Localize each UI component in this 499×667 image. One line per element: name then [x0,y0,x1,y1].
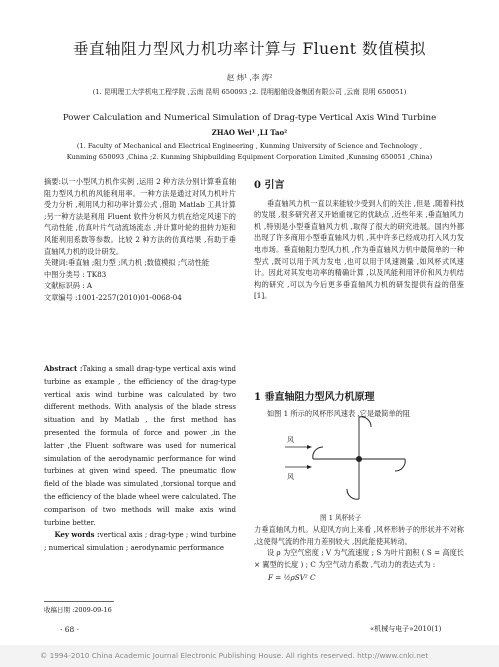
formula-force: F = ½ρSV² C [268,573,316,583]
received-date: 收稿日期 :2009-09-16 [44,606,112,614]
clc-number: 中图分类号 : TK83 [44,269,107,279]
footnote-rule [44,601,114,602]
keywords-cn: 垂直轴 ;阻力型 ;风力机 ;数值模拟 ;气动性能 [68,258,210,268]
section-1-text-after-figure: 力垂直轴风力机。从迎风方向上来看 ,风杯形转子的形状并不对称 ,这使得气流的作用力差别较大 ,因此能使其转动。 [254,525,464,546]
wind-label-2: 风 [287,473,294,481]
abstract-cn-paragraph [44,176,236,257]
section-0 [254,180,464,302]
section-1-intro: 如图 1 所示的风杯形风速表 ,它是最简单的阻 [266,408,411,418]
abstract-en-paragraph [44,363,236,529]
abstract-en-label: Abstract : [44,364,83,373]
keywords-cn-label: 关键词: [44,258,68,268]
paper-affiliations: (1. 昆明理工大学机电工程学院 ,云南 昆明 650093 ;2. 昆明船舶设备集团有限公司 ,云南 昆明 650051) [92,88,407,96]
paper-authors: 赵 炜¹ ,李 涛² [226,73,273,82]
section-0-text: 垂直轴风力机一直以来能较少受到人们的关注 ,但是 ,随着科技的发展 ,很多研究者又开始重视它的优缺点 ,近些年来 ,垂直轴风力机 ,特别是小型垂直轴风力机 ,取得了很大的研究进展。国内外都出现了许多商用小型垂直轴风力机 ,其中许多已经成功打入风力发电市场。垂直轴阻力型风力机 ,作为垂直轴风力机中最简单的一种型式 ,既可以用于风力发电 ,也可以用于风速测量 ,如风杯式风速计。因此对其发电功率的精确计算 ,以及风能利用评价和风力机结构的研究 ,可以为今后更多垂直轴风力机的研发提供有益的借鉴[1]。 [254,198,464,301]
section-1-variables: 设 ρ 为空气密度 ; V 为气流速度 ; S 为叶片面积 ( S = 高度长 × 翼型的长度 ) ; C 为空气动力系数 ,气动力的表达式为 : [254,548,464,569]
figure-1 [279,409,419,505]
keywords-en-label: Key words : [54,530,100,540]
section-1-heading: 1 垂直轴阻力型风力机原理 [254,392,375,403]
article-id: 文章编号 :1001-2257(2010)01-0068-04 [44,292,182,302]
journal-issue: «机械与电子»2010(1) [370,625,442,633]
figure-1-caption: 图 1 风杯转子 [320,514,362,522]
copyright-text: © 1994-2010 China Academic Journal Electronic Publishing House. All rights reserved. http://www.cnki.net [40,651,429,660]
keywords-en-paragraph [44,529,236,555]
paper-title-en: Power Calculation and Numerical Simulation of Drag-type Vertical Axis Wind Turbine [62,113,437,123]
keywords-en: vertical axis ; drag-type ; wind turbine ; numerical simulation ; aerodynamic performance [44,531,236,553]
wind-cup-rotor-diagram [279,409,419,505]
paper-affiliation-en-2: Kunming 650093 ,China ;2. Kunming Shipbuilding Equipment Corporation Limited ,Kunming 650051 ,China) [66,153,433,161]
abstract-cn-label: 摘要: [44,177,62,186]
paper-authors-en: ZHAO Wei¹ ,LI Tao² [211,128,288,137]
abstract-cn-text: 以一小型风力机作实例 ,运用 2 种方法分别计算垂直轴阻力型风力机的风能利用率。一种方法是通过对风力机叶片受力分析 ,利用风力和功率计算公式 ,借助 Matlab 工具计算 ;另一种方法是利用 Fluent 软件分析风力机在给定风速下的气动性能 ,仿真叶片气动流场流态 ,并计算叶轮的扭转力矩和风能利用系数等参数。比较 2 种方法的仿真结果 ,有助于垂直轴风力机的设计研发。 [44,177,237,256]
paper-affiliation-en-1: (1. Faculty of Mechanical and Electrical Engineering , Kunming University of Science and Technology , [76,142,423,150]
document-code: 文献标识码 : A [44,281,93,291]
copyright-bar [0,645,499,667]
keywords-cn-paragraph [44,257,236,269]
paper-title: 垂直轴阻力型风力机功率计算与 Fluent 数值模拟 [73,40,426,58]
abstract-en [44,363,236,555]
wind-label: 风 [287,436,294,444]
section-0-heading: 0 引言 [254,180,285,191]
abstract-en-text: Taking a small drag-type vertical axis wind turbine as example , the efficiency of the drag-type vertical axis wind turbine was calculated by two different methods. With analysis of the blade stress situation and by Matlab , the first method has presented the formula of force and power ,in the latter ,the Fluent software was used for numerical simulation of the aerodynamic performance for wind turbines at given wind speed. The pneumatic flow field of the blade was simulated ,torsional torque and the efficiency of the blade wheel were calculated. The comparison of two methods will make axis wind turbine better. [44,365,236,527]
abstract-cn [44,176,236,304]
page-number: · 68 · [60,625,80,634]
section-1-continued [254,524,464,584]
